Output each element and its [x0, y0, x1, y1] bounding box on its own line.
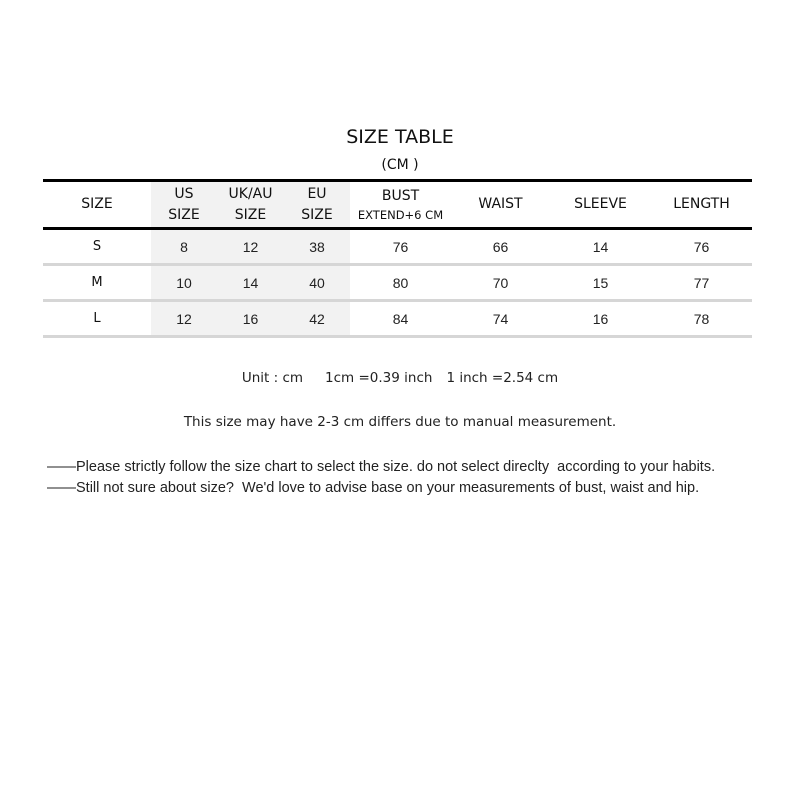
- col-header-eu-size: EU SIZE: [284, 181, 350, 229]
- size-label: L: [93, 311, 101, 326]
- eu-size-cell: 38: [284, 229, 350, 265]
- size-label: M: [91, 275, 103, 290]
- measurement-note: This size may have 2-3 cm differs due to manual measurement.: [183, 414, 617, 430]
- size-label: S: [92, 239, 102, 254]
- table-row: [43, 301, 752, 337]
- us-size-cell: 12: [151, 301, 217, 337]
- col-header-sleeve: SLEEVE: [574, 196, 627, 212]
- waist-cell: 70: [492, 274, 509, 291]
- unit-conversion: [0, 370, 800, 386]
- uk-au-size-cell: 12: [217, 229, 284, 265]
- uk-au-size-cell: 14: [217, 265, 284, 301]
- table-row: [43, 229, 752, 265]
- bust-cell: 80: [392, 274, 409, 291]
- sleeve-cell: 15: [592, 274, 609, 291]
- col-header-waist: WAIST: [478, 196, 523, 212]
- table-header-row: [43, 181, 752, 229]
- length-cell: 77: [693, 274, 710, 291]
- waist-cell: 74: [492, 310, 509, 327]
- eu-size-cell: 40: [284, 265, 350, 301]
- tip-advise: ——Still not sure about size? We'd love to advise base on your measurements of bust, waist and hip.: [47, 480, 700, 496]
- col-header-length: LENGTH: [673, 196, 730, 212]
- uk-au-size-cell: 16: [217, 301, 284, 337]
- bust-cell: 84: [392, 310, 409, 327]
- length-cell: 78: [693, 310, 710, 327]
- col-header-bust: BUST EXTEND+6 CM: [350, 181, 451, 229]
- waist-cell: 66: [492, 238, 509, 255]
- col-header-us-size: US SIZE: [151, 181, 217, 229]
- page-title: SIZE TABLE: [346, 126, 454, 148]
- col-header-size: SIZE: [81, 196, 113, 212]
- sleeve-cell: 14: [592, 238, 609, 255]
- length-cell: 76: [693, 238, 710, 255]
- unit-label: Unit : cm: [241, 370, 304, 386]
- tip-follow-chart: ——Please strictly follow the size chart to select the size. do not select direclty according to your habits.: [47, 459, 716, 475]
- eu-size-cell: 42: [284, 301, 350, 337]
- bust-extend-note: EXTEND+6 CM: [357, 208, 444, 222]
- unit-subtitle: (CM ): [381, 157, 419, 173]
- col-header-uk-au-size: UK/AU SIZE: [217, 181, 284, 229]
- us-size-cell: 8: [151, 229, 217, 265]
- table-row: [43, 265, 752, 301]
- size-table: [43, 179, 752, 338]
- sleeve-cell: 16: [592, 310, 609, 327]
- us-size-cell: 10: [151, 265, 217, 301]
- inch-to-cm: 1 inch =2.54 cm: [446, 370, 559, 386]
- bust-cell: 76: [392, 238, 409, 255]
- cm-to-inch: 1cm =0.39 inch: [325, 370, 433, 386]
